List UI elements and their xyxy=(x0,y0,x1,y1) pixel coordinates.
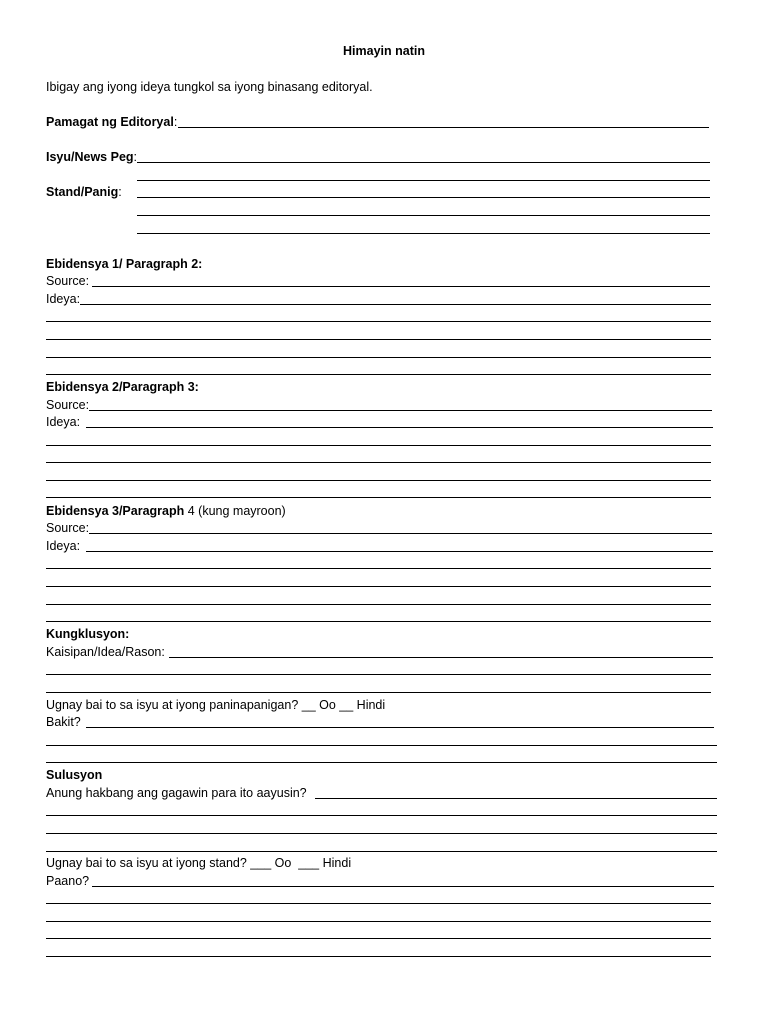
how-answer-line[interactable] xyxy=(92,886,714,887)
stand-question: Ugnay bai to sa isyu at iyong stand? ___ Oo ___ Hindi xyxy=(46,856,352,870)
stand-answer-line[interactable] xyxy=(137,233,710,234)
evidence-1-idea-line[interactable] xyxy=(46,357,711,358)
why-answer-line[interactable] xyxy=(86,727,714,728)
isyu-label: Isyu/News Peg: xyxy=(46,150,138,164)
evidence-1-heading: Ebidensya 1/ Paragraph 2: xyxy=(46,257,203,271)
evidence-3-idea-line[interactable] xyxy=(46,621,711,622)
evidence-2-idea-line[interactable] xyxy=(46,445,711,446)
solution-question: Anung hakbang ang gagawin para ito aayusin? xyxy=(46,786,307,800)
stand-answer-line[interactable] xyxy=(137,215,710,216)
evidence-2-idea-line[interactable] xyxy=(46,462,711,463)
solution-answer-line[interactable] xyxy=(46,815,717,816)
evidence-2-source-label: Source: xyxy=(46,398,90,412)
evidence-3-idea-line[interactable] xyxy=(46,604,711,605)
evidence-3-idea-line[interactable] xyxy=(86,551,713,552)
conclusion-answer-line[interactable] xyxy=(169,657,713,658)
evidence-1-idea-line[interactable] xyxy=(80,304,711,305)
evidence-1-source-label: Source: xyxy=(46,274,90,288)
evidence-1-idea-line[interactable] xyxy=(46,321,711,322)
evidence-2-idea-label: Ideya: xyxy=(46,415,81,429)
evidence-3-idea-line[interactable] xyxy=(46,586,711,587)
how-answer-line[interactable] xyxy=(46,903,711,904)
evidence-2-idea-line[interactable] xyxy=(46,497,711,498)
solution-heading: Sulusyon xyxy=(46,768,103,782)
evidence-1-idea-line[interactable] xyxy=(46,374,711,375)
evidence-2-idea-line[interactable] xyxy=(46,480,711,481)
solution-answer-line[interactable] xyxy=(46,851,717,852)
why-answer-line[interactable] xyxy=(46,762,717,763)
evidence-3-heading: Ebidensya 3/Paragraph 4 (kung mayroon) xyxy=(46,504,286,518)
conclusion-answer-line[interactable] xyxy=(46,692,711,693)
evidence-2-heading: Ebidensya 2/Paragraph 3: xyxy=(46,380,199,394)
conclusion-answer-line[interactable] xyxy=(46,674,711,675)
page-title: Himayin natin xyxy=(343,44,425,58)
why-label: Bakit? xyxy=(46,715,81,729)
stand-answer-line[interactable] xyxy=(137,197,710,198)
why-answer-line[interactable] xyxy=(46,745,717,746)
evidence-1-idea-line[interactable] xyxy=(46,339,711,340)
conclusion-question: Ugnay bai to sa isyu at iyong paninapanigan? __ Oo __ Hindi xyxy=(46,698,386,712)
how-answer-line[interactable] xyxy=(46,956,711,957)
evidence-3-idea-line[interactable] xyxy=(46,568,711,569)
solution-answer-line[interactable] xyxy=(315,798,717,799)
isyu-answer-line[interactable] xyxy=(137,180,710,181)
evidence-3-source-line[interactable] xyxy=(89,533,712,534)
how-label: Paano? xyxy=(46,874,90,888)
conclusion-label: Kaisipan/Idea/Rason: xyxy=(46,645,165,659)
how-answer-line[interactable] xyxy=(46,938,711,939)
evidence-1-idea-label: Ideya: xyxy=(46,292,81,306)
stand-label: Stand/Panig: xyxy=(46,185,122,199)
instruction-text: Ibigay ang iyong ideya tungkol sa iyong binasang editoryal. xyxy=(46,80,373,94)
evidence-3-idea-label: Ideya: xyxy=(46,539,81,553)
isyu-answer-line[interactable] xyxy=(137,162,710,163)
how-answer-line[interactable] xyxy=(46,921,711,922)
evidence-2-source-line[interactable] xyxy=(89,410,712,411)
conclusion-heading: Kungklusyon: xyxy=(46,627,130,641)
evidence-1-source-line[interactable] xyxy=(92,286,710,287)
pamagat-label: Pamagat ng Editoryal: xyxy=(46,115,178,129)
pamagat-answer-line[interactable] xyxy=(178,127,709,128)
evidence-2-idea-line[interactable] xyxy=(86,427,713,428)
evidence-3-source-label: Source: xyxy=(46,521,90,535)
solution-answer-line[interactable] xyxy=(46,833,717,834)
